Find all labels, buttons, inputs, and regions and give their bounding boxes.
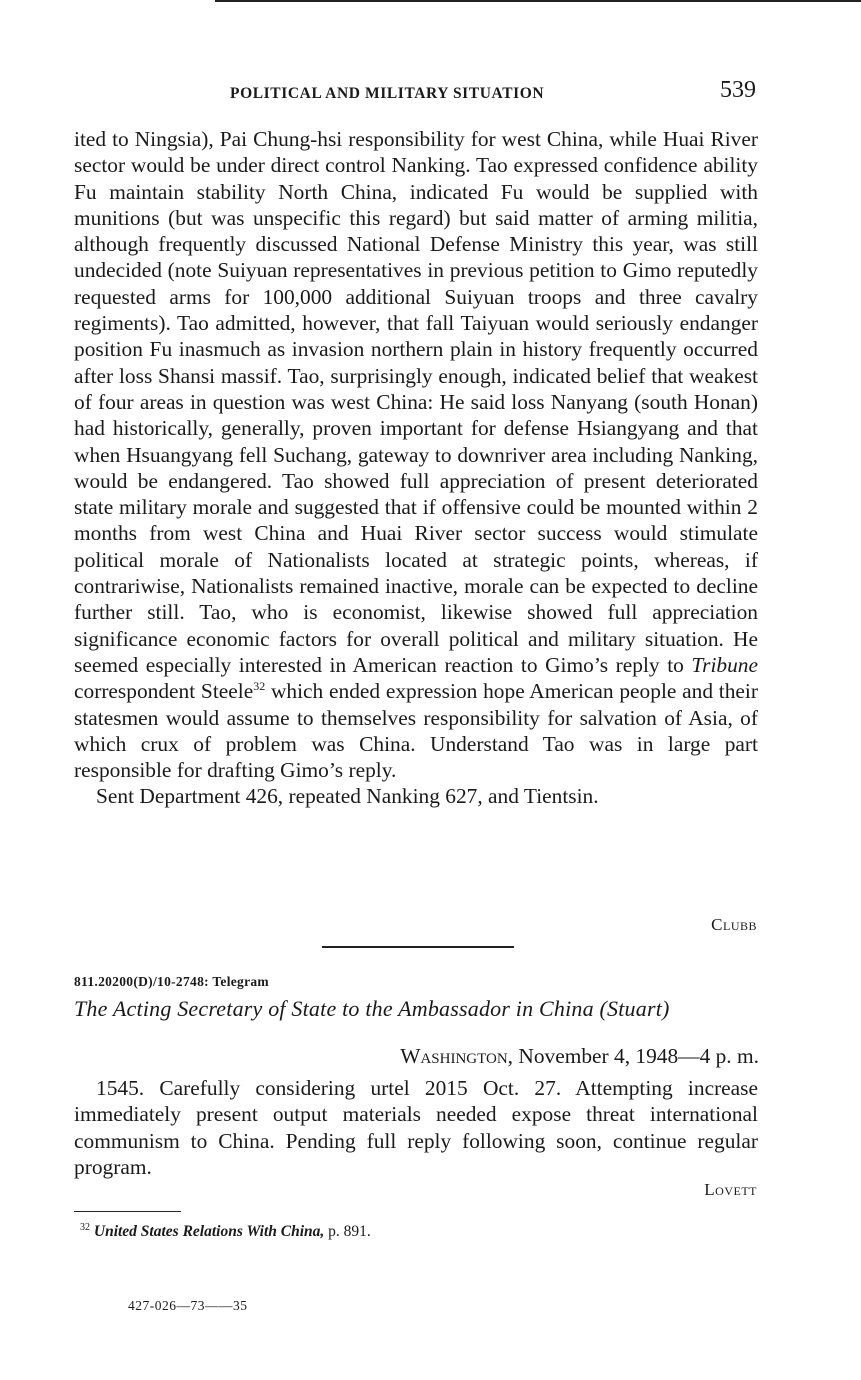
footnote-rule [74, 1211, 181, 1212]
running-head-title: POLITICAL AND MILITARY SITUATION [230, 85, 545, 102]
telegram-text: 1545. Carefully considering urtel 2015 Oct. 27. Attempting increase immediately present output materials needed expose threat international communism to China. Pending full reply following soon, continue regular program. [74, 1076, 758, 1179]
footnote-reference: 32 [253, 679, 266, 694]
top-rule [215, 0, 861, 2]
body-paragraph-2: Sent Department 426, repeated Nanking 627, and Tientsin. [96, 784, 599, 809]
body-paragraph-1-cont: correspondent Steele [74, 679, 254, 704]
file-reference: 811.20200(D)/10-2748: Telegram [74, 974, 269, 989]
footnote-page: p. 891. [324, 1223, 371, 1240]
body-paragraph-1 [74, 126, 758, 783]
body-paragraph-1-text: ited to Ningsia), Pai Chung-hsi responsibility for west China, while Huai River sector would be under direct control Nanking. Tao expressed confidence ability Fu maintain stability North China, indicated Fu would be supplied with munitions (but was unspecific this regard) but said matter of arming militia, although frequently discussed National Defense Ministry this year, was still undecided (note Suiyuan representatives in previous petition to Gimo reputedly requested arms for 100,000 additional Suiyuan troops and three cavalry regiments). Tao admitted, however, that fall Taiyuan would seriously endanger position Fu inasmuch as invasion northern plain in history frequently occurred after loss Shansi massif. Tao, surprisingly enough, indicated belief that weakest of four areas in question was west China: He said loss Nanyang (south Honan) had historically, generally, proven important for defense Hsiangyang and that when Hsuangyang fell Suchang, gateway to downriver area including Nanking, would be endangered. Tao showed full appreciation of present deteriorated state military morale and suggested that if offensive could be mounted within 2 months from west China and Huai River sector success would stimulate political morale of Nationalists located at strategic points, whereas, if contrariwise, Nationalists remained inactive, morale can be expected to decline further still. Tao, who is economist, likewise showed full appreciation significance economic factors for overall political and military situation. He seemed especially interested in American reaction to Gimo’s reply to [74, 127, 758, 677]
signature-clubb: Clubb [711, 915, 757, 934]
tribune-italic: Tribune [691, 652, 758, 677]
dateline [400, 1044, 759, 1069]
section-divider [322, 946, 514, 948]
footnote-title: United States Relations With China, [93, 1223, 325, 1240]
document-heading: The Acting Secretary of State to the Ambassador in China (Stuart) [74, 996, 670, 1021]
print-code: 427-026—73——35 [128, 1298, 248, 1313]
footnote-number: 32 [80, 1222, 90, 1233]
body-paragraph-1-end: which ended expression hope American people and their statesmen would assume to themselves responsibility for salvation of Asia, of which crux of problem was China. Understand Tao was in large part responsible for drafting Gimo’s reply. [74, 679, 758, 783]
dateline-place: Washington, [400, 1044, 514, 1068]
dateline-date: November 4, 1948—4 p. m. [513, 1044, 759, 1068]
footnote [80, 1222, 371, 1241]
body-text [74, 126, 758, 810]
page-number: 539 [720, 77, 756, 103]
running-head [70, 77, 760, 111]
signature-lovett: Lovett [704, 1180, 757, 1199]
